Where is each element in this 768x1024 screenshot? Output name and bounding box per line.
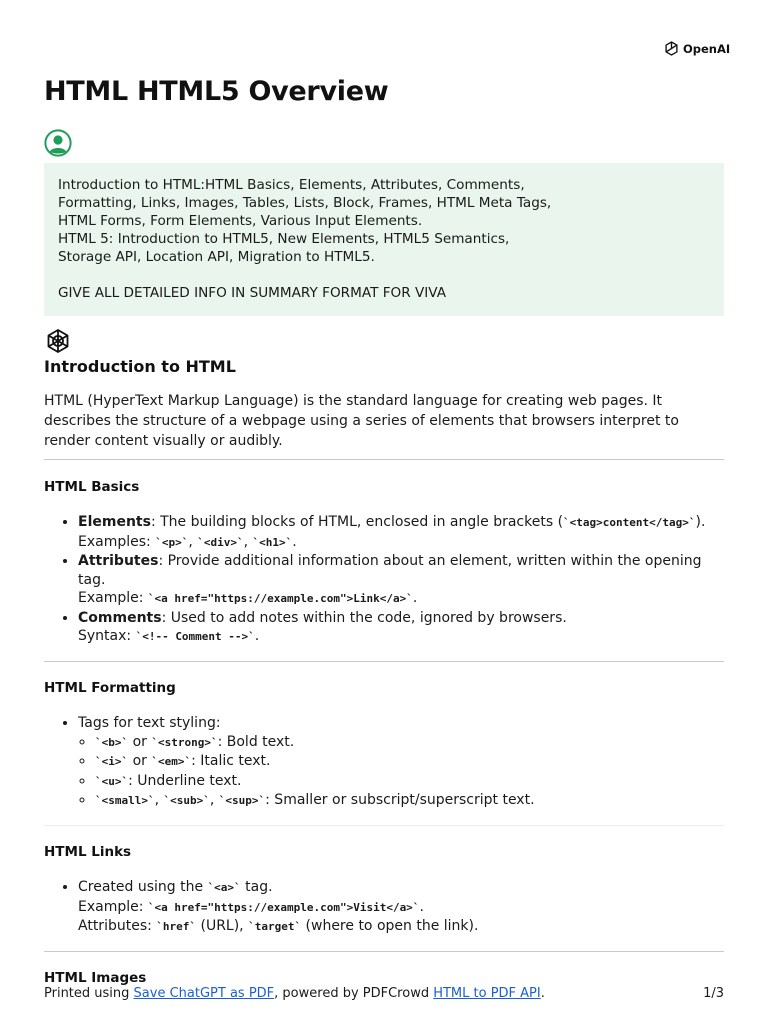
text: : Underline text. bbox=[128, 772, 242, 789]
user-avatar-icon bbox=[44, 129, 72, 161]
code: `<em>` bbox=[151, 755, 192, 768]
save-chatgpt-pdf-link[interactable]: Save ChatGPT as PDF bbox=[133, 986, 275, 1001]
section-heading: Introduction to HTML bbox=[44, 357, 236, 376]
list-item bbox=[78, 714, 724, 811]
openai-icon bbox=[663, 40, 680, 57]
chatgpt-icon bbox=[44, 327, 72, 359]
code: `<a>` bbox=[207, 881, 241, 894]
page-number: 1/3 bbox=[703, 986, 724, 1001]
code: `<div>` bbox=[197, 535, 244, 549]
html-to-pdf-api-link[interactable]: HTML to PDF API bbox=[433, 986, 541, 1001]
text: Tags for text styling: bbox=[78, 715, 221, 731]
basics-section bbox=[44, 478, 724, 662]
code: `href` bbox=[156, 920, 197, 933]
code: `<sup>` bbox=[218, 794, 266, 807]
subsection-heading: HTML Links bbox=[44, 843, 132, 860]
text: : Bold text. bbox=[217, 733, 295, 750]
text: Attributes: bbox=[78, 918, 157, 934]
text: Syntax: bbox=[78, 628, 136, 644]
prompt-line: HTML Forms, Form Elements, Various Input Elements. bbox=[58, 213, 423, 229]
prompt-line: Introduction to HTML:HTML Basics, Elements, Attributes, Comments, bbox=[58, 177, 525, 193]
code: `<strong>` bbox=[151, 735, 218, 749]
openai-logo bbox=[663, 40, 730, 57]
text: : Used to add notes within the code, ignored by browsers. bbox=[161, 609, 567, 626]
text: Example: bbox=[78, 590, 148, 606]
code: `<b>` bbox=[95, 735, 129, 749]
text: tag. bbox=[240, 879, 273, 895]
page-footer bbox=[44, 986, 724, 1001]
brand-name: OpenAI bbox=[683, 41, 731, 56]
list-item: • Created using the `<a>` tag. Example: `<a href="https://example.com">Visit</a>`. Attributes: `href` (URL), `target` (where to open the link). bbox=[78, 878, 724, 937]
footer-credits bbox=[44, 986, 545, 1001]
code: `<a href="https://example.com">Visit</a>` bbox=[147, 900, 420, 914]
divider bbox=[44, 951, 724, 952]
list-item: • Attributes: Provide additional information about an element, written within the opening tag. Example: `<a href="https://example.com">Link</a>`. bbox=[78, 552, 724, 609]
divider bbox=[44, 661, 724, 662]
text: Created using the bbox=[78, 879, 208, 895]
prompt-line: Formatting, Links, Images, Tables, Lists, Block, Frames, HTML Meta Tags, bbox=[58, 195, 552, 211]
intro-paragraph: HTML (HyperText Markup Language) is the standard language for creating web pages. It describes the structure of a webpage using a series of elements that browsers interpret to render content visually or audibly. bbox=[44, 392, 679, 449]
list-item bbox=[95, 752, 724, 772]
list-item: ◦ `<small>`, `<sub>`, `<sup>`: Smaller or subscript/superscript text. bbox=[95, 791, 724, 811]
text: ). bbox=[695, 514, 706, 530]
code: `<small>` bbox=[95, 794, 155, 807]
code: `<tag>content</tag>` bbox=[563, 516, 696, 529]
divider bbox=[44, 459, 724, 460]
user-prompt-box bbox=[44, 163, 724, 316]
page-title: HTML HTML5 Overview bbox=[44, 76, 389, 107]
code: `<sub>` bbox=[163, 794, 210, 807]
text: or bbox=[128, 733, 152, 750]
code: `<a href="https://example.com">Link</a>` bbox=[147, 592, 413, 605]
code: `<i>` bbox=[95, 755, 129, 768]
text: : Smaller or subscript/superscript text. bbox=[265, 792, 535, 808]
subsection-heading: HTML Images bbox=[44, 969, 147, 986]
prompt-line: Storage API, Location API, Migration to HTML5. bbox=[58, 249, 375, 265]
images-section bbox=[44, 969, 724, 988]
list-item bbox=[95, 733, 724, 753]
subsection-heading: HTML Formatting bbox=[44, 679, 176, 696]
text: Examples: bbox=[78, 533, 156, 550]
response-content bbox=[44, 358, 724, 1004]
code: `target` bbox=[248, 920, 302, 933]
prompt-line: HTML 5: Introduction to HTML5, New Elements, HTML5 Semantics, bbox=[58, 231, 510, 247]
divider bbox=[44, 825, 724, 826]
text: (URL), bbox=[196, 918, 249, 934]
list-item: • Elements: The building blocks of HTML, enclosed in angle brackets (`<tag>content</tag>`). Examples: `<p>`, `<div>`, `<h1>`. bbox=[78, 513, 724, 552]
term: Attributes bbox=[78, 553, 159, 569]
text: (where to open the link). bbox=[301, 918, 479, 934]
list-item bbox=[95, 772, 724, 792]
text: : Italic text. bbox=[191, 753, 271, 769]
footer-text: Printed using bbox=[44, 986, 134, 1001]
list-item: • Comments: Used to add notes within the code, ignored by browsers. Syntax: `<!-- Comment -->`. bbox=[78, 609, 724, 647]
subsection-heading: HTML Basics bbox=[44, 478, 140, 495]
code: `<p>` bbox=[155, 535, 189, 549]
links-section bbox=[44, 843, 724, 952]
footer-text: , powered by PDFCrowd bbox=[274, 986, 434, 1001]
term: Elements bbox=[78, 514, 151, 530]
prompt-line: GIVE ALL DETAILED INFO IN SUMMARY FORMAT FOR VIVA bbox=[58, 285, 447, 301]
code: `<!-- Comment -->` bbox=[135, 630, 255, 643]
term: Comments bbox=[78, 609, 162, 626]
formatting-section bbox=[44, 679, 724, 826]
code: `<h1>` bbox=[252, 535, 293, 549]
footer-text: . bbox=[540, 986, 545, 1001]
text: or bbox=[128, 753, 152, 769]
text: : The building blocks of HTML, enclosed in angle brackets ( bbox=[150, 514, 564, 530]
code: `<u>` bbox=[95, 774, 129, 788]
text: : Provide additional information about an element, written within the opening tag. bbox=[78, 553, 702, 588]
text: Example: bbox=[78, 898, 148, 915]
